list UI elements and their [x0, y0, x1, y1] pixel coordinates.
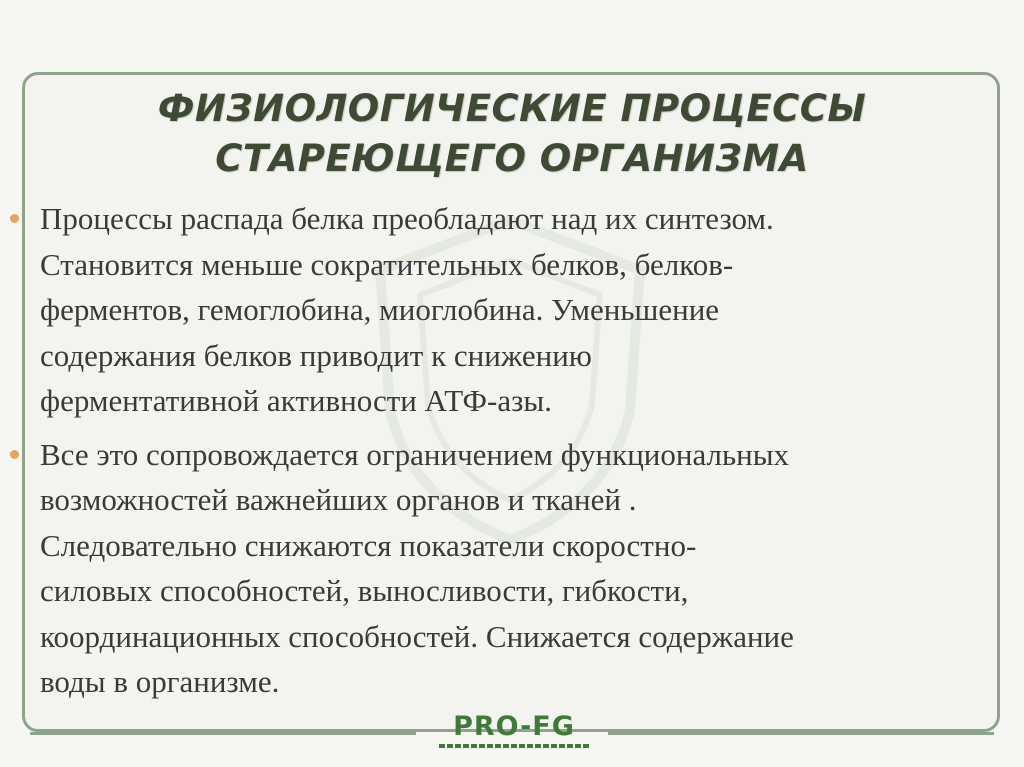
- title-line-2: СТАРЕЮЩЕГО ОРГАНИЗМА: [215, 137, 809, 180]
- bullet-line: координационных способностей. Снижается содержание: [40, 618, 794, 654]
- bullet-line: ферментов, гемоглобина, миоглобина. Уменьшение: [40, 292, 720, 327]
- bullet-line: возможностей важнейших органов и тканей .: [40, 482, 637, 517]
- bullet-line: Следовательно снижаются показатели скоростно-: [40, 527, 697, 563]
- bullet-list: [0, 196, 1024, 713]
- bullet-item-1: [0, 196, 1024, 424]
- bullet-line: содержания белков приводит к снижению: [40, 337, 592, 373]
- bullet-line: Все это сопровождается ограничением функциональных: [40, 436, 790, 472]
- pro-fg-logo: [434, 712, 594, 748]
- bullet-line: силовых способностей, выносливости, гибкости,: [40, 573, 689, 608]
- bullet-dot-icon: [10, 450, 19, 459]
- slide-footer: [30, 712, 994, 752]
- footer-divider-left: [30, 732, 416, 735]
- slide-title: [0, 84, 1024, 184]
- logo-text: PRO-FG: [453, 711, 575, 742]
- bullet-line: ферментативной активности АТФ-азы.: [40, 383, 552, 418]
- footer-divider-right: [608, 732, 994, 735]
- bullet-item-2: [0, 432, 1024, 705]
- bullet-dot-icon: [10, 214, 19, 223]
- bullet-line: воды в организме.: [40, 664, 280, 699]
- bullet-line: Становится меньше сократительных белков, белков-: [40, 246, 734, 282]
- logo-underline: [439, 744, 589, 748]
- title-line-1: ФИЗИОЛОГИЧЕСКИЕ ПРОЦЕССЫ: [157, 87, 867, 130]
- bullet-line: Процессы распада белка преобладают над их синтезом.: [40, 201, 774, 236]
